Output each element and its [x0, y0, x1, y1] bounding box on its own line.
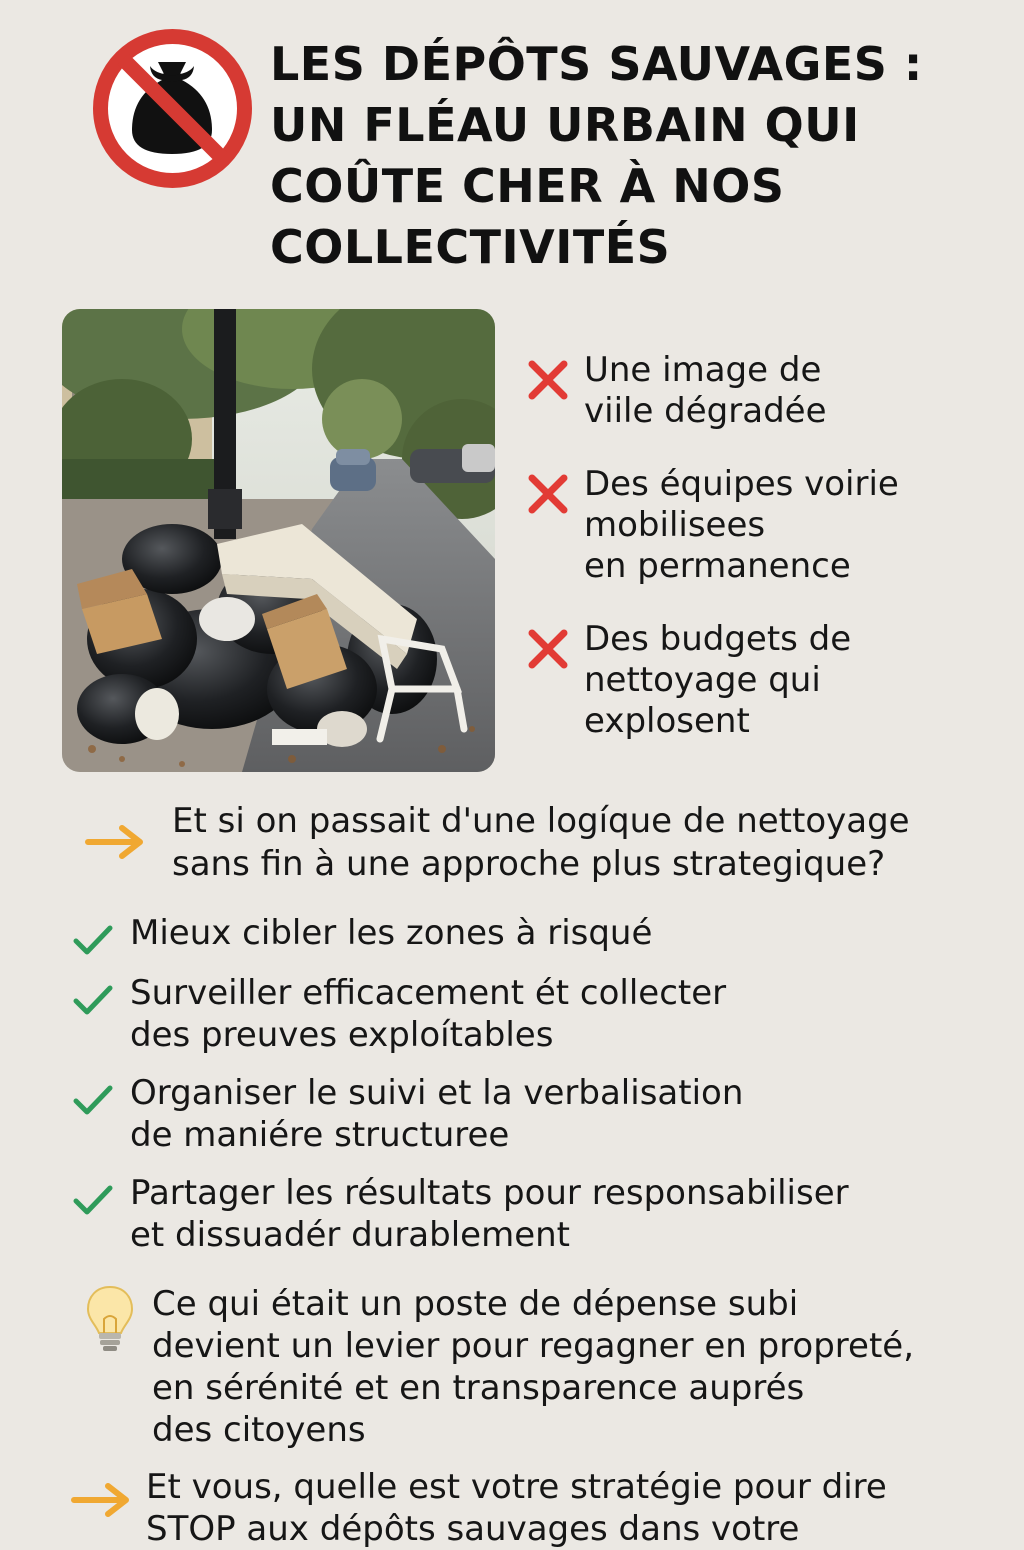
solution-line: Surveiller efficacement ét collecter	[130, 973, 727, 1013]
insight-line: des citoyens	[152, 1410, 366, 1450]
check-icon	[72, 1082, 114, 1118]
lightbulb-icon	[84, 1283, 136, 1355]
problem-item	[526, 464, 1006, 587]
problem-item	[526, 619, 1006, 742]
cross-icon	[526, 472, 570, 516]
problem-line: Une image de	[584, 350, 822, 390]
cta-text	[146, 1466, 887, 1550]
insight-line: Ce qui était un poste de dépense subi	[152, 1284, 799, 1324]
solution-line: de maniére structuree	[130, 1115, 510, 1155]
problem-list	[526, 350, 1006, 742]
insight-line: en sérénité et en transparence auprés	[152, 1368, 805, 1408]
problem-line: Des équipes voirie	[584, 464, 899, 504]
illegal-dumping-photo	[62, 309, 495, 772]
solution-item	[72, 972, 726, 1056]
problem-line: Des budgets de	[584, 619, 852, 659]
page-title	[270, 34, 990, 278]
cross-icon	[526, 358, 570, 402]
insight-text	[152, 1283, 914, 1451]
question-line: sans fin à une approche plus strategique?	[172, 844, 886, 884]
no-trash-bag-icon	[90, 26, 255, 191]
problem-item	[526, 350, 1006, 432]
arrow-right-icon	[70, 1480, 134, 1520]
question-text	[172, 800, 910, 886]
solution-item	[72, 1172, 849, 1256]
problem-line: nettoyage qui	[584, 660, 821, 700]
solution-line: Mieux cibler les zones à risqué	[130, 913, 653, 953]
solution-line: des preuves exploítables	[130, 1015, 554, 1055]
arrow-right-icon	[84, 822, 148, 862]
title-line: COLLECTIVITÉS	[270, 220, 671, 274]
cta-line: Et vous, quelle est votre stratégie pour dire	[146, 1467, 887, 1507]
check-icon	[72, 982, 114, 1018]
question-line: Et si on passait d'une logíque de nettoyage	[172, 801, 910, 841]
solution-line: Partager les résultats pour responsabiliser	[130, 1173, 849, 1213]
title-line: UN FLÉAU URBAIN QUI	[270, 98, 860, 152]
check-icon	[72, 1182, 114, 1218]
solution-line: et dissuadér durablement	[130, 1215, 570, 1255]
problem-line: explosent	[584, 701, 750, 741]
cta-line: STOP aux dépôts sauvages dans votre	[146, 1509, 800, 1549]
title-line: COÛTE CHER À NOS	[270, 159, 785, 213]
solution-line: Organiser le suivi et la verbalisation	[130, 1073, 744, 1113]
solution-item	[72, 1072, 743, 1156]
problem-line: viile dégradée	[584, 391, 827, 431]
insight-line: devient un levier pour regagner en propreté,	[152, 1326, 915, 1366]
cross-icon	[526, 627, 570, 671]
check-icon	[72, 922, 114, 958]
problem-line: en permanence	[584, 546, 851, 586]
solution-item	[72, 912, 652, 954]
problem-line: mobilisees	[584, 505, 766, 545]
title-line: LES DÉPÔTS SAUVAGES :	[270, 37, 923, 91]
